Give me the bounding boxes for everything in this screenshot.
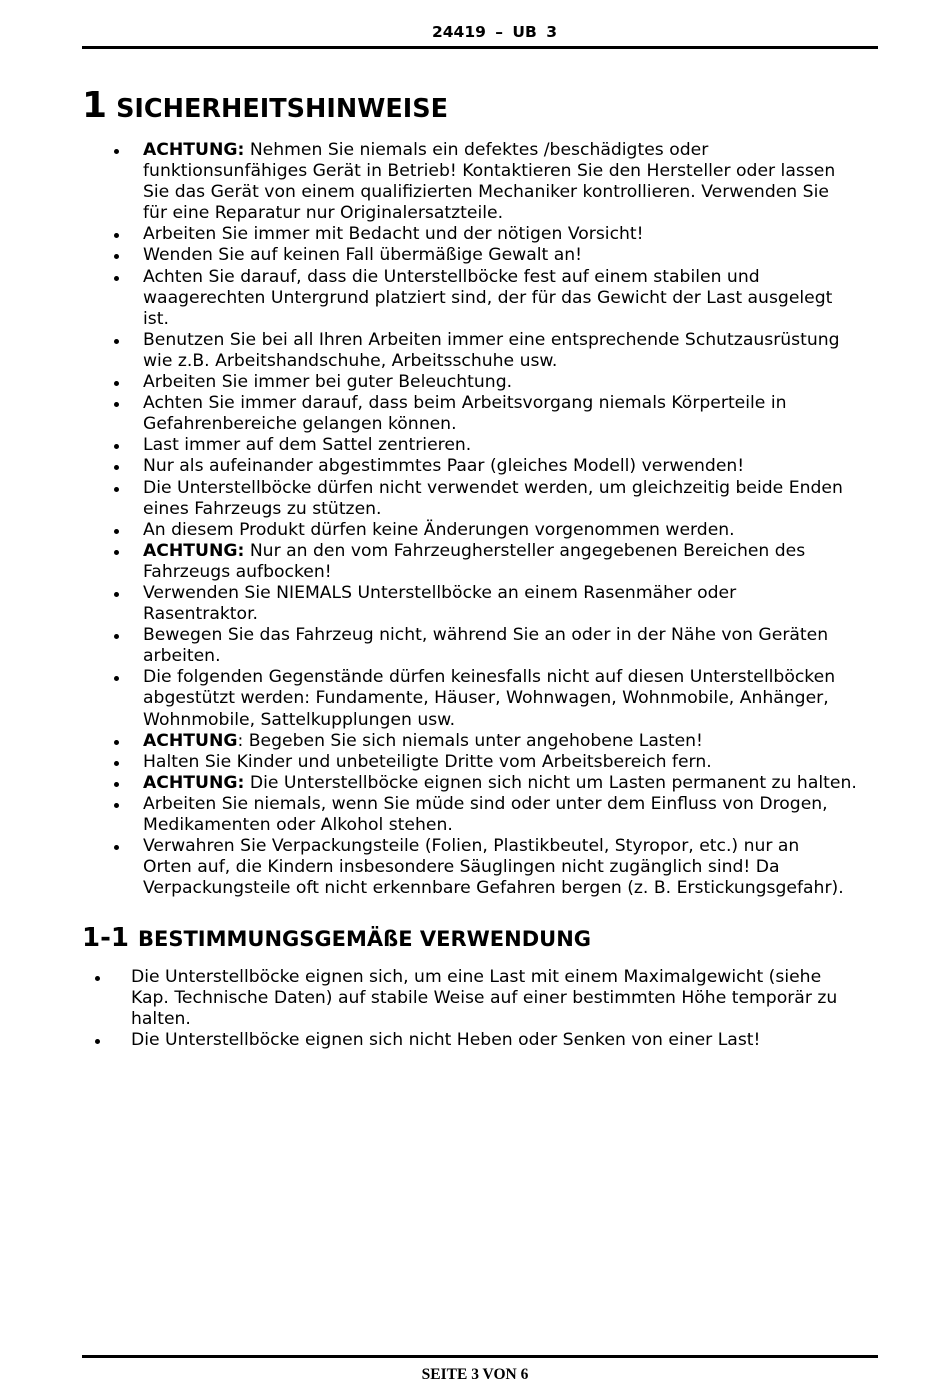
list-item-line: abgestützt werden: Fundamente, Häuser, Wohnwagen, Wohnmobile, Anhänger,	[143, 688, 829, 709]
list-item-line: Rasentraktor.	[143, 604, 259, 625]
intended-use-list	[131, 967, 837, 1051]
list-item-line: Benutzen Sie bei all Ihren Arbeiten immer eine entsprechende Schutzausrüstung	[143, 329, 840, 350]
list-item-line: Arbeiten Sie immer mit Bedacht und der nötigen Vorsicht!	[143, 224, 644, 245]
list-item-line: Arbeiten Sie immer bei guter Beleuchtung.	[143, 372, 513, 393]
list-item-line: Nur als aufeinander abgestimmtes Paar (gleiches Modell) verwenden!	[143, 456, 745, 477]
list-item	[131, 967, 837, 1030]
bullet-icon	[114, 444, 119, 449]
list-item-text: Nehmen Sie niemals ein defektes /beschädigtes oder	[249, 140, 709, 160]
list-item-line: Verpackungsteile oft nicht erkennbare Gefahren bergen (z. B. Erstickungsgefahr).	[143, 878, 844, 899]
list-item-line: Die Unterstellböcke dürfen nicht verwendet werden, um gleichzeitig beide Enden	[143, 477, 843, 498]
list-item-text: Nur an den vom Fahrzeughersteller angegebenen Bereichen des	[249, 540, 806, 561]
bullet-icon	[114, 634, 119, 639]
list-item-line: halten.	[131, 1009, 191, 1030]
list-item-line: Die folgenden Gegenstände dürfen keinesfalls nicht auf diesen Unterstellböcken	[143, 667, 836, 688]
section-title: SICHERHEITSHINWEISE	[116, 94, 449, 124]
bullet-icon	[114, 550, 119, 555]
list-item-line: Last immer auf dem Sattel zentrieren.	[143, 435, 472, 456]
list-item-line: ist.	[143, 308, 169, 329]
list-item-line: arbeiten.	[143, 646, 221, 667]
bullet-icon	[114, 402, 119, 407]
list-item-line	[143, 140, 857, 161]
bullet-icon	[114, 676, 119, 681]
bullet-icon	[114, 381, 119, 386]
section-title: BESTIMMUNGSGEMÄßE VERWENDUNG	[137, 927, 592, 951]
list-item-line: Bewegen Sie das Fahrzeug nicht, während Sie an oder in der Nähe von Geräten	[143, 625, 829, 646]
bullet-icon	[114, 487, 119, 492]
list-item-line: Die Unterstellböcke eignen sich, um eine Last mit einem Maximalgewicht (siehe	[131, 967, 822, 987]
list-item	[143, 393, 857, 435]
list-item	[143, 520, 857, 541]
list-item-line: Orten auf, die Kindern insbesondere Säuglingen nicht zugänglich sind! Da	[143, 857, 780, 878]
footer-rule	[82, 1355, 878, 1358]
bullet-icon	[114, 782, 119, 787]
bullet-icon	[114, 592, 119, 597]
page-number: SEITE 3 VON 6	[421, 1366, 529, 1382]
list-item	[143, 667, 857, 730]
bullet-icon	[114, 845, 119, 850]
list-item-line: Kap. Technische Daten) auf stabile Weise auf einer bestimmten Höhe temporär zu	[131, 988, 838, 1009]
page-header-title: 24419 – UB 3	[431, 23, 558, 41]
bullet-icon	[114, 803, 119, 808]
list-item-line: Die Unterstellböcke eignen sich nicht Heben oder Senken von einer Last!	[131, 1030, 761, 1051]
header-rule	[82, 46, 878, 49]
list-item-line: Halten Sie Kinder und unbeteiligte Dritte vom Arbeitsbereich fern.	[143, 751, 712, 772]
list-item-line: Verwahren Sie Verpackungsteile (Folien, Plastikbeutel, Styropor, etc.) nur an	[143, 836, 800, 857]
section-number: 1-1	[82, 923, 129, 953]
list-item	[143, 836, 857, 899]
list-item	[143, 625, 857, 667]
list-item-text: : Begeben Sie sich niemals unter angehobene Lasten!	[237, 730, 703, 751]
bullet-icon	[114, 276, 119, 281]
warning-label: ACHTUNG:	[143, 772, 245, 793]
bullet-icon	[114, 529, 119, 534]
list-item-line: wie z.B. Arbeitshandschuhe, Arbeitsschuhe usw.	[143, 350, 558, 371]
list-item-line	[143, 541, 857, 562]
warning-label: ACHTUNG:	[143, 540, 245, 561]
list-item-line: Medikamenten oder Alkohol stehen.	[143, 815, 453, 835]
list-item-line: Arbeiten Sie niemals, wenn Sie müde sind oder unter dem Einfluss von Drogen,	[143, 793, 828, 814]
list-item	[143, 435, 857, 456]
list-item	[143, 140, 857, 224]
list-item-line: funktionsunfähiges Gerät in Betrieb! Kontaktieren Sie den Hersteller oder lassen	[143, 161, 836, 182]
list-item-line: An diesem Produkt dürfen keine Änderungen vorgenommen werden.	[143, 519, 735, 540]
warning-label: ACHTUNG	[143, 730, 238, 751]
section-heading-intended-use	[82, 925, 591, 951]
list-item-line: Achten Sie immer darauf, dass beim Arbeitsvorgang niemals Körperteile in	[143, 393, 787, 414]
bullet-icon	[114, 465, 119, 470]
bullet-icon	[114, 233, 119, 238]
list-item	[143, 330, 857, 372]
bullet-icon	[95, 1039, 100, 1044]
list-item-line	[143, 731, 857, 752]
bullet-icon	[95, 976, 100, 981]
bullet-icon	[114, 254, 119, 259]
list-item-line: Wohnmobile, Sattelkupplungen usw.	[143, 709, 456, 730]
section-heading-safety	[82, 85, 449, 126]
list-item	[143, 245, 857, 266]
list-item-line: eines Fahrzeugs zu stützen.	[143, 498, 382, 519]
section-number: 1	[82, 85, 108, 126]
list-item-line: waagerechten Untergrund platziert sind, der für das Gewicht der Last ausgelegt	[143, 287, 833, 308]
list-item-line: Fahrzeugs aufbocken!	[143, 561, 332, 582]
list-item-line: Gefahrenbereiche gelangen können.	[143, 414, 457, 435]
list-item	[143, 372, 857, 393]
bullet-icon	[114, 339, 119, 344]
list-item-text: Die Unterstellböcke eignen sich nicht um Lasten permanent zu halten.	[249, 772, 857, 793]
list-item-line: für eine Reparatur nur Originalersatzteile.	[143, 203, 504, 224]
safety-list	[143, 140, 857, 899]
list-item	[131, 1030, 837, 1051]
list-item	[143, 267, 857, 330]
list-item-line: Verwenden Sie NIEMALS Unterstellböcke an einem Rasenmäher oder	[143, 582, 737, 603]
list-item-line: Sie das Gerät von einem qualifizierten Mechaniker kontrollieren. Verwenden Sie	[143, 182, 829, 203]
list-item-line: Achten Sie darauf, dass die Unterstellböcke fest auf einem stabilen und	[143, 266, 760, 287]
list-item	[143, 731, 857, 752]
list-item	[143, 224, 857, 245]
list-item	[143, 794, 857, 836]
warning-label: ACHTUNG:	[143, 140, 245, 160]
list-item	[143, 773, 857, 794]
bullet-icon	[114, 149, 119, 154]
list-item	[143, 541, 857, 583]
list-item-line: Wenden Sie auf keinen Fall übermäßige Gewalt an!	[143, 245, 583, 266]
list-item-line	[143, 773, 857, 794]
bullet-icon	[114, 761, 119, 766]
bullet-icon	[114, 740, 119, 745]
list-item	[143, 456, 857, 477]
list-item	[143, 478, 857, 520]
list-item	[143, 752, 857, 773]
list-item	[143, 583, 857, 625]
